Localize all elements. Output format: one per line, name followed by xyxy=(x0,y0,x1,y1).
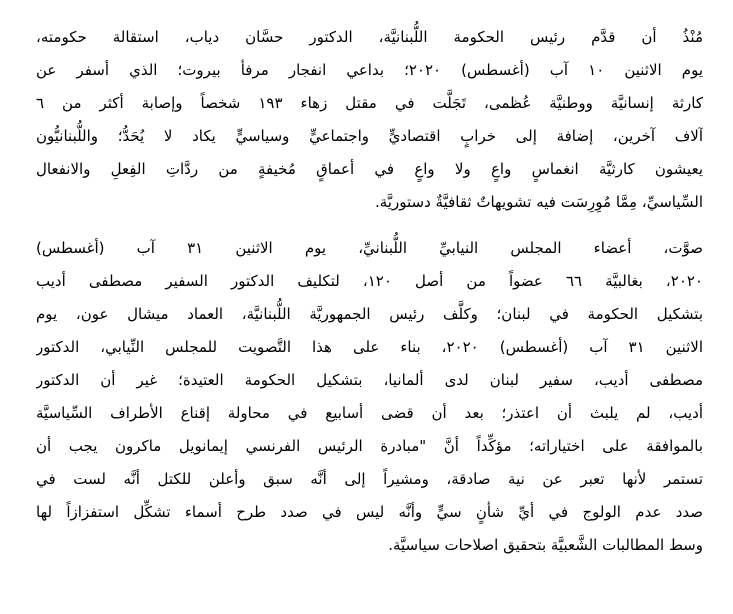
text-line: مُنْذُ أن قدَّم رئيس الحكومة اللُّبنانيَّة، الدكتور حسَّان دياب، استقالة حكومته، xyxy=(36,28,703,46)
paragraph-1 xyxy=(36,21,703,219)
text-line: ٢٠٢٠، بغالبيَّة ٦٦ عضواً من أصل ١٢٠، لتكليف الدكتور السفير مصطفى أديب xyxy=(36,272,703,290)
text-line: بالموافقة على اختياراته؛ مؤكِّداً أنَّ "مبادرة الرئيس الفرنسي إيمانويل ماكرون يجب أن xyxy=(36,437,703,455)
text-line: آلاف آخرين، إضافة إلى خرابٍ اقتصاديٍّ واجتماعيٍّ وسياسيٍّ يكاد لا يُحَدُّ؛ واللُّبنانيُّون xyxy=(36,127,703,145)
text-line: صوَّت، أعضاء المجلس النيابيِّ اللُّبنانيِّ، يوم الاثنين ٣١ آب (أغسطس) xyxy=(36,239,703,257)
text-line: يعيشون كارثيَّة انغماسٍ واعٍ ولا واعٍ في أعماقٍ مُخيفةٍ من ردَّاتِ الفِعلِ والانفعال xyxy=(36,160,703,178)
text-line: بتشكيل الحكومة في لبنان؛ وكلَّف رئيس الجمهوريَّة اللُّبنانيَّة، العماد ميشال عون، يوم xyxy=(36,305,703,323)
text-line: أديب، لم يلبث أن اعتذر؛ بعد أن قضى أسابيع في محاولة إقناع الأطراف السِّياسيَّة xyxy=(36,404,703,422)
text-line: كارثة إنسانيَّة ووطنيَّة عُظمى، تَجَلَّت في مقتل زهاء ١٩٣ شخصاً وإصابة أكثر من ٦ xyxy=(36,94,703,112)
text-line: السِّياسيِّ، مِمَّا مُوِرِسَت فيه تشويهاتٌ ثقافيَّةٌ دستوريَّة. xyxy=(375,193,703,211)
text-line: يوم الاثنين ١٠ آب (أغسطس) ٢٠٢٠؛ بداعي انفجار مرفأ بيروت؛ الذي أسفر عن xyxy=(36,61,703,79)
text-line: مصطفى أديب، سفير لبنان لدى ألمانيا، بتشكيل الحكومة العتيدة؛ غير أن الدكتور xyxy=(36,371,703,389)
text-line: تستمر لأنها تعبر عن نية صادقة، ومشيراً إلى أنَّه سبق وأعلن للكتل أنَّه لست في xyxy=(36,470,703,488)
text-line: وسط المطالبات الشَّعبيَّة بتحقيق اصلاحات سياسيَّة. xyxy=(388,536,703,554)
text-line: الاثنين ٣١ آب (أغسطس) ٢٠٢٠، بناء على هذا التَّصويت للمجلس النِّيابي، الدكتور xyxy=(36,338,703,356)
paragraph-2 xyxy=(36,232,703,562)
text-line: صدد عدم الولوج في أيِّ شأنٍ سيٍّ وأنَّه ليس في صدد طرح أسماء تشكِّل استفزازاً لها xyxy=(36,503,703,521)
